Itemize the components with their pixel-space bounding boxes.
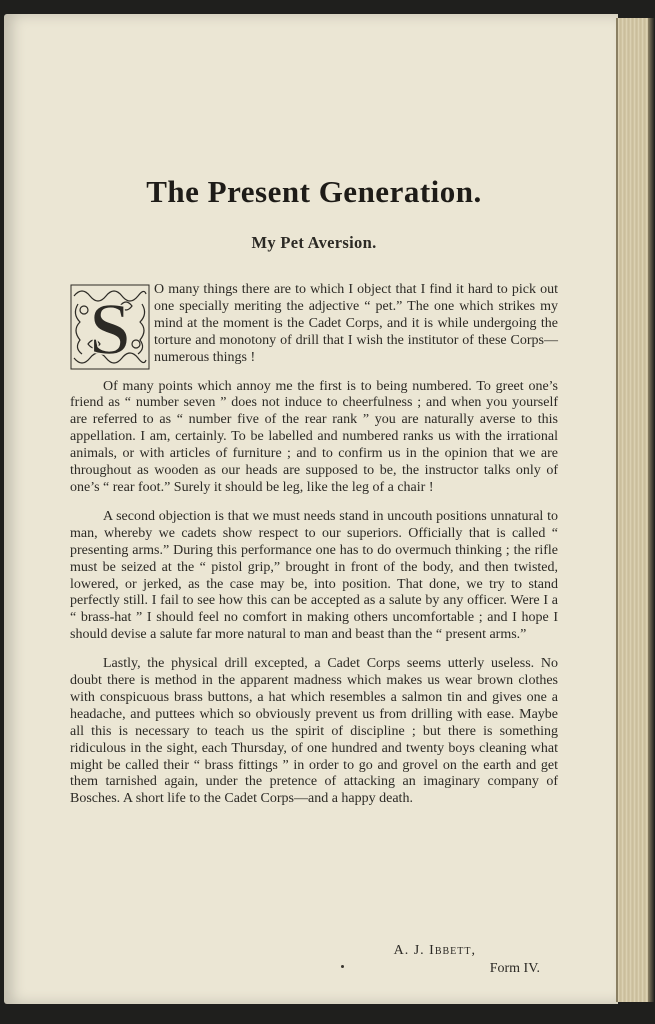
paragraph-3: A second objection is that we must needs stand in uncouth positions unnatural to man, whereby we cadets show respect to our superiors. Officially that is called “ presenting arms.” During this performance one has to do overmuch thinking ; the rifle must be seized at the “ pistol grip,” brought in front of the body, and then twisted, lowered, or jerked, as the case may be, into position. That done, we try to stand perfectly still. I fail to see how this can be accepted as a salute by any officer. Were I a “ brass-hat ” I should feel no comfort in making others uncomfortable ; and I hope I should devise a salute far more natural to man and beast than the “ present arms.”	[70, 508, 558, 643]
article-title: The Present Generation.	[146, 174, 482, 209]
book-page	[4, 14, 618, 1004]
page-edges	[616, 18, 654, 1002]
paragraph-4: Lastly, the physical drill excepted, a Cadet Corps seems utterly useless. No doubt there is method in the apparent madness which makes us wear brown clothes with conspicuous brass buttons, a hat which resembles a salmon tin and gives one a headache, and puttees which so obviously prevent us from drilling with ease. Maybe all this is necessary to teach us the spirit of discipline ; but there is something ridiculous in the sight, each Thursday, of one hundred and twenty boys cleaning what might be called their “ brass fittings ” in order to go and grovel on the earth and get them tarnished again, under the pretence of attacking an imaginary company of Bosches. A short life to the Cadet Corps—and a happy death.	[70, 656, 558, 807]
paragraph-1-text: O many things there are to which I object that I find it hard to pick out one specially meriting the adjective “ pet.” The one which strikes my mind at the moment is the Cadet Corps, and it is while undergoing the torture and monotony of drill that I wish the institutor of these Corps—numerous things !	[154, 282, 558, 365]
dropcap-letter: S	[89, 289, 131, 370]
article-body	[70, 282, 558, 820]
signature-block	[394, 942, 558, 978]
article-subtitle: My Pet Aversion.	[251, 233, 377, 252]
ornamental-dropcap-icon	[70, 284, 150, 370]
ink-speck	[341, 965, 344, 968]
paragraph-2: Of many points which annoy me the first is to being numbered. To greet one’s friend as “ number seven ” does not induce to cheerfulness ; and when you yourself are referred to as “ number five of the rear rank ” you are naturally averse to this appellation. I am, certainly. To be labelled and numbered ranks us with the irrational animals, or with articles of furniture ; and to confirm us in the opinion that we are throughout as wooden as our heads are supposed to be, the instructor talks only of one’s “ rear foot.” Surely it should be leg, like the leg of a chair !	[70, 378, 558, 495]
paragraph-1	[70, 282, 558, 370]
author-form: Form IV.	[489, 961, 540, 976]
author-name: A. J. Ibbett,	[393, 943, 476, 958]
